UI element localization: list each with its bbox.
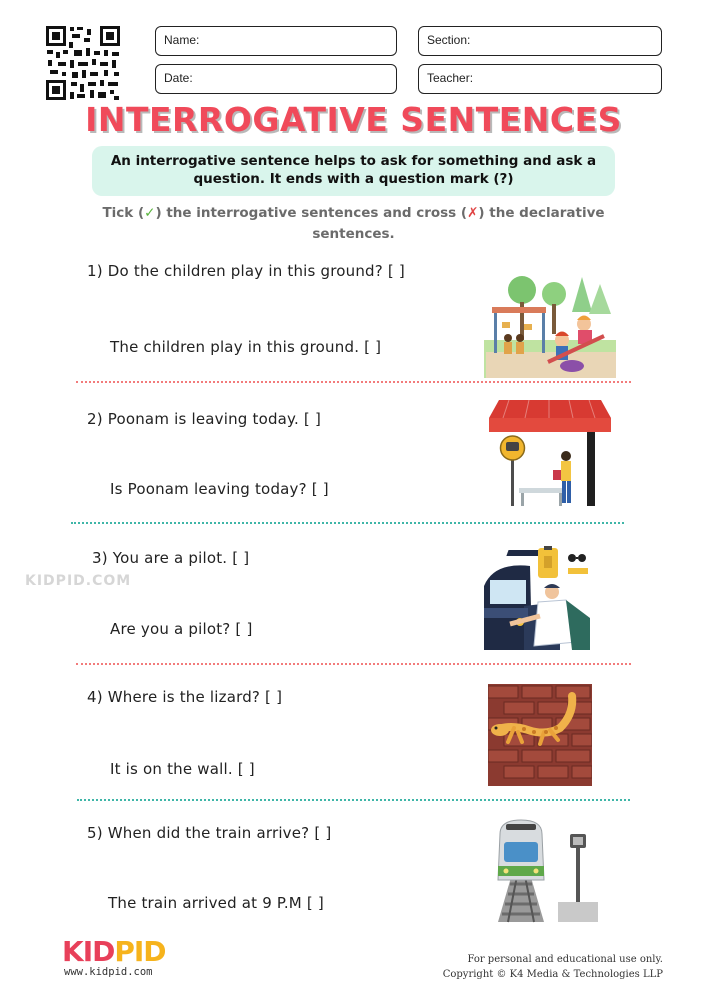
question-3-first: 3) You are a pilot. [ ] [92, 549, 250, 567]
bus-stop-image [489, 396, 611, 508]
instruction-part3: ) the declarative sentences. [312, 205, 605, 242]
name-field[interactable] [155, 26, 397, 56]
question-3-second: Are you a pilot? [ ] [110, 620, 253, 638]
divider-dotted [76, 381, 631, 383]
question-4-first: 4) Where is the lizard? [ ] [87, 688, 283, 706]
page-title: INTERROGATIVE SENTENCES [85, 100, 622, 139]
section-label: Section: [427, 33, 471, 47]
pilot-cockpit-image [480, 546, 596, 650]
date-field[interactable] [155, 64, 397, 94]
definition-text: An interrogative sentence helps to ask for something and ask a question. It ends with a question mark (?) [110, 153, 597, 187]
name-label: Name: [164, 33, 200, 47]
divider-dotted [76, 663, 631, 665]
divider-dotted [71, 522, 624, 524]
website-link[interactable]: www.kidpid.com [64, 966, 153, 978]
lizard-on-wall-image [488, 684, 592, 786]
question-1-second: The children play in this ground. [ ] [110, 338, 382, 356]
footer-copyright: Copyright © K4 Media & Technologies LLP [442, 969, 663, 980]
train-on-track-image [484, 814, 598, 924]
instruction-part2: ) the interrogative sentences and cross ( [155, 205, 468, 221]
cross-icon: ✗ [467, 205, 479, 221]
date-label: Date: [164, 71, 193, 85]
question-1-first: 1) Do the children play in this ground? [ ] [87, 262, 405, 280]
watermark: KIDPID.COM [25, 573, 132, 589]
teacher-label: Teacher: [427, 71, 474, 85]
divider-dotted [77, 799, 630, 801]
question-5-second: The train arrived at 9 P.M [ ] [108, 894, 324, 912]
kidpid-logo [62, 935, 166, 968]
section-field[interactable] [418, 26, 662, 56]
logo-part2: PID [114, 935, 166, 968]
question-2-second: Is Poonam leaving today? [ ] [110, 480, 329, 498]
qr-code-icon [44, 24, 122, 102]
instruction-part1: Tick ( [102, 205, 145, 221]
question-5-first: 5) When did the train arrive? [ ] [87, 824, 332, 842]
instruction-text [90, 203, 617, 245]
definition-box [92, 146, 615, 196]
children-playground-image [484, 272, 616, 378]
tick-icon: ✓ [144, 205, 156, 221]
footer-usage-note: For personal and educational use only. [467, 954, 663, 965]
question-4-second: It is on the wall. [ ] [110, 760, 255, 778]
teacher-field[interactable] [418, 64, 662, 94]
question-2-first: 2) Poonam is leaving today. [ ] [87, 410, 322, 428]
logo-part1: KID [62, 935, 115, 968]
